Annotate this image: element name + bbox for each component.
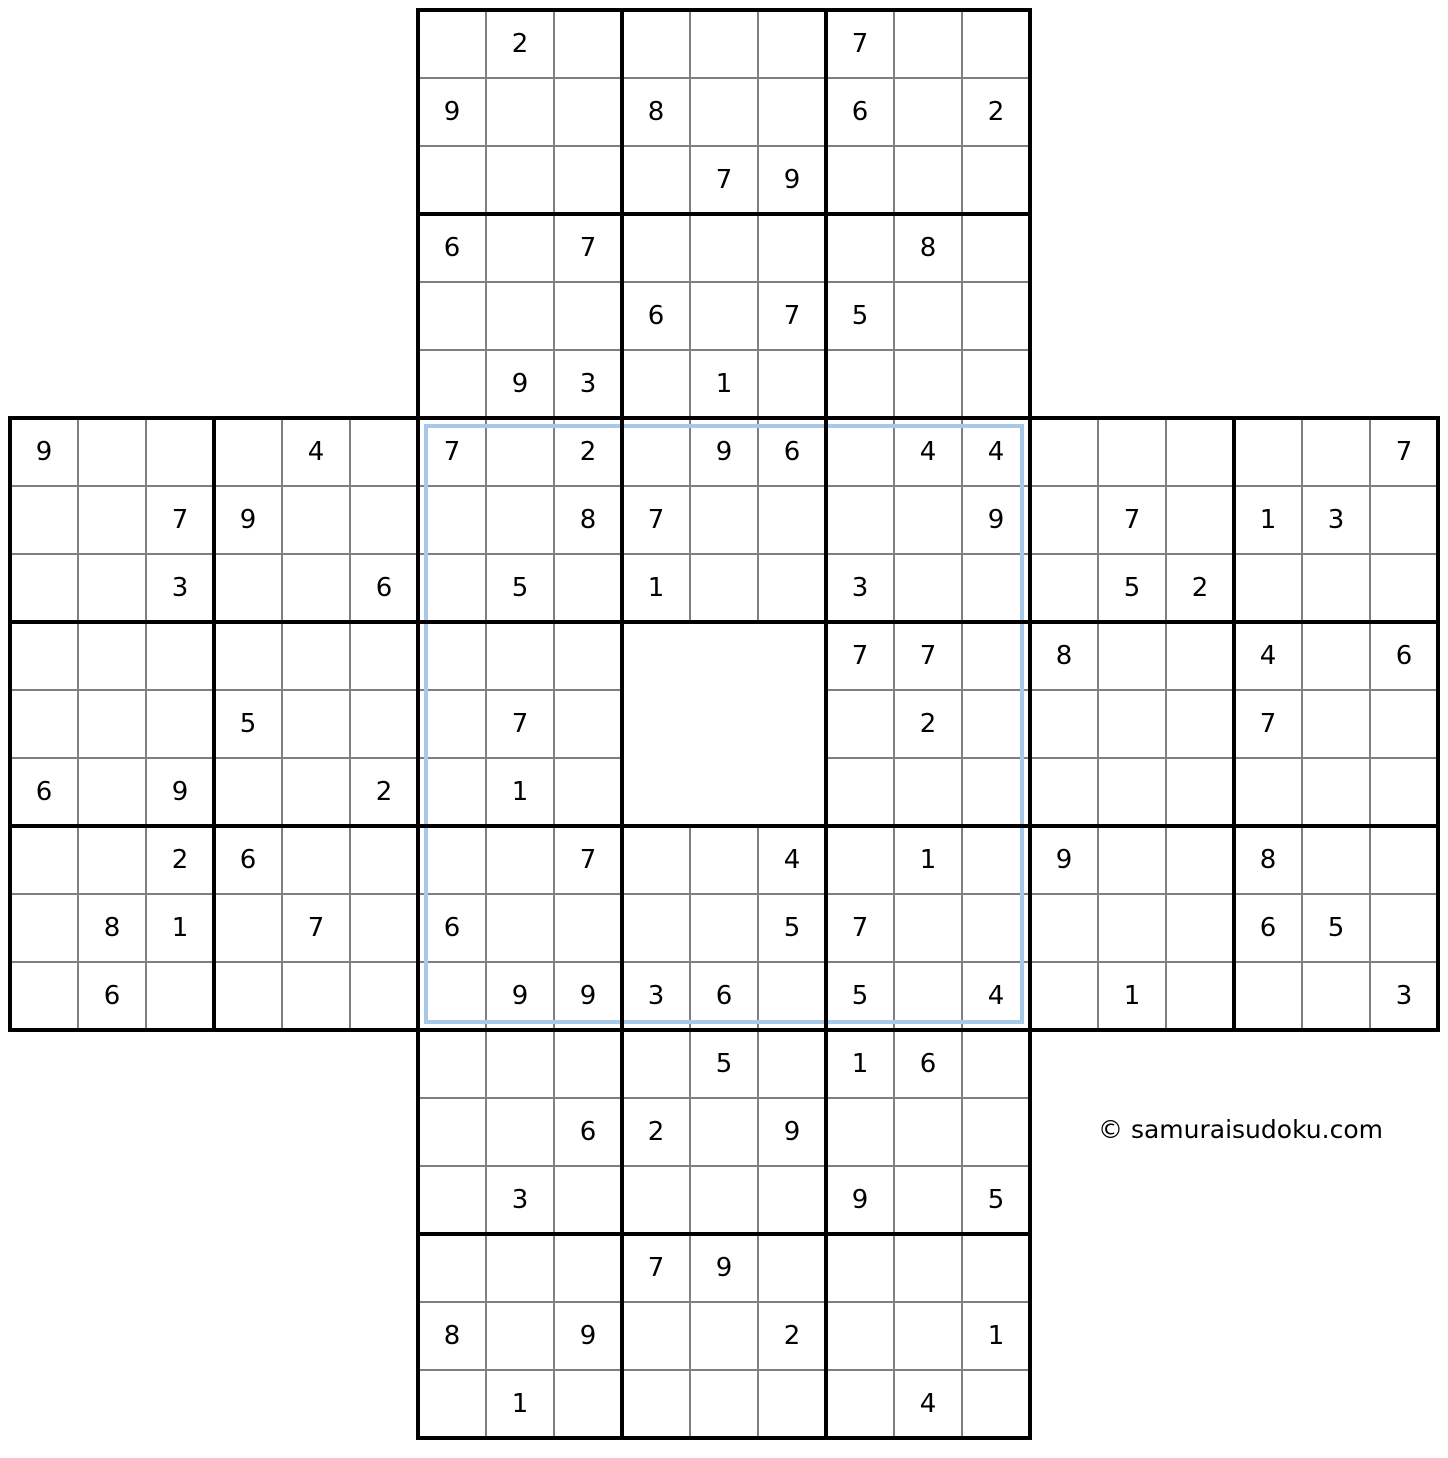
given-digit: 6 — [715, 981, 733, 1011]
given-digit: 9 — [443, 97, 461, 127]
given-digit: 9 — [579, 981, 597, 1011]
given-digit: 3 — [851, 573, 869, 603]
given-digit: 9 — [715, 437, 733, 467]
given-digit: 5 — [987, 1185, 1005, 1215]
given-digit: 9 — [35, 437, 53, 467]
given-digit: 1 — [1259, 505, 1277, 535]
given-digit: 3 — [511, 1185, 529, 1215]
given-digit: 7 — [851, 913, 869, 943]
given-digit: 5 — [1327, 913, 1345, 943]
given-digit: 1 — [851, 1049, 869, 1079]
given-digit: 6 — [851, 97, 869, 127]
given-digit: 9 — [511, 981, 529, 1011]
given-digit: 8 — [1055, 641, 1073, 671]
given-digit: 9 — [1055, 845, 1073, 875]
given-digit: 6 — [647, 301, 665, 331]
given-digit: 1 — [987, 1321, 1005, 1351]
given-digit: 7 — [443, 437, 461, 467]
given-digit: 6 — [443, 233, 461, 263]
given-digit: 5 — [511, 573, 529, 603]
given-digit: 1 — [919, 845, 937, 875]
given-digit: 6 — [919, 1049, 937, 1079]
thin-grid-lines — [10, 10, 1438, 1438]
given-digit: 6 — [1395, 641, 1413, 671]
given-digit: 2 — [579, 437, 597, 467]
given-digit: 6 — [443, 913, 461, 943]
given-digit: 5 — [851, 301, 869, 331]
given-digit: 5 — [715, 1049, 733, 1079]
given-digit: 2 — [919, 709, 937, 739]
given-digit: 8 — [919, 233, 937, 263]
given-digit: 9 — [987, 505, 1005, 535]
grid-border — [418, 826, 1030, 1438]
given-digit: 4 — [1259, 641, 1277, 671]
given-digit: 7 — [647, 505, 665, 535]
given-digit: 2 — [375, 777, 393, 807]
given-digit: 6 — [783, 437, 801, 467]
given-digit: 6 — [239, 845, 257, 875]
given-digit: 7 — [1395, 437, 1413, 467]
given-digit: 7 — [647, 1253, 665, 1283]
thick-box-lines — [10, 10, 1438, 1438]
given-digit: 1 — [171, 913, 189, 943]
given-digit: 7 — [579, 233, 597, 263]
given-digit: 7 — [851, 29, 869, 59]
given-digit: 3 — [647, 981, 665, 1011]
given-digit: 7 — [307, 913, 325, 943]
given-digit: 1 — [511, 1389, 529, 1419]
given-digit: 2 — [987, 97, 1005, 127]
given-digit: 7 — [1259, 709, 1277, 739]
given-digit: 8 — [443, 1321, 461, 1351]
given-digit: 6 — [103, 981, 121, 1011]
given-digit: 7 — [851, 641, 869, 671]
given-digit: 5 — [239, 709, 257, 739]
given-digit: 4 — [987, 437, 1005, 467]
given-digit: 3 — [1395, 981, 1413, 1011]
given-digit: 9 — [511, 369, 529, 399]
given-digit: 9 — [783, 165, 801, 195]
given-digit: 1 — [511, 777, 529, 807]
given-digit: 3 — [171, 573, 189, 603]
given-digit: 1 — [715, 369, 733, 399]
given-digit: 1 — [647, 573, 665, 603]
given-digits — [36, 29, 1413, 1419]
given-digit: 8 — [647, 97, 665, 127]
given-digit: 9 — [783, 1117, 801, 1147]
given-digit: 2 — [783, 1321, 801, 1351]
given-digit: 9 — [239, 505, 257, 535]
given-digit: 9 — [715, 1253, 733, 1283]
grid-border — [418, 10, 1030, 622]
given-digit: 3 — [1327, 505, 1345, 535]
given-digit: 4 — [783, 845, 801, 875]
given-digit: 2 — [511, 29, 529, 59]
given-digit: 9 — [171, 777, 189, 807]
given-digit: 3 — [579, 369, 597, 399]
given-digit: 7 — [919, 641, 937, 671]
given-digit: 8 — [103, 913, 121, 943]
given-digit: 2 — [1191, 573, 1209, 603]
given-digit: 2 — [647, 1117, 665, 1147]
given-digit: 5 — [1123, 573, 1141, 603]
given-digit: 1 — [1123, 981, 1141, 1011]
given-digit: 8 — [1259, 845, 1277, 875]
given-digit: 9 — [579, 1321, 597, 1351]
given-digit: 5 — [783, 913, 801, 943]
given-digit: 4 — [987, 981, 1005, 1011]
copyright-notice: © samuraisudoku.com — [1098, 1115, 1383, 1144]
given-digit: 5 — [851, 981, 869, 1011]
given-digit: 7 — [783, 301, 801, 331]
given-digit: 6 — [375, 573, 393, 603]
given-digit: 4 — [307, 437, 325, 467]
given-digit: 8 — [579, 505, 597, 535]
given-digit: 7 — [171, 505, 189, 535]
given-digit: 6 — [35, 777, 53, 807]
given-digit: 7 — [1123, 505, 1141, 535]
given-digit: 7 — [579, 845, 597, 875]
given-digit: 4 — [919, 437, 937, 467]
given-digit: 9 — [851, 1185, 869, 1215]
given-digit: 7 — [511, 709, 529, 739]
given-digit: 4 — [919, 1389, 937, 1419]
given-digit: 7 — [715, 165, 733, 195]
given-digit: 6 — [579, 1117, 597, 1147]
given-digit: 2 — [171, 845, 189, 875]
given-digit: 6 — [1259, 913, 1277, 943]
